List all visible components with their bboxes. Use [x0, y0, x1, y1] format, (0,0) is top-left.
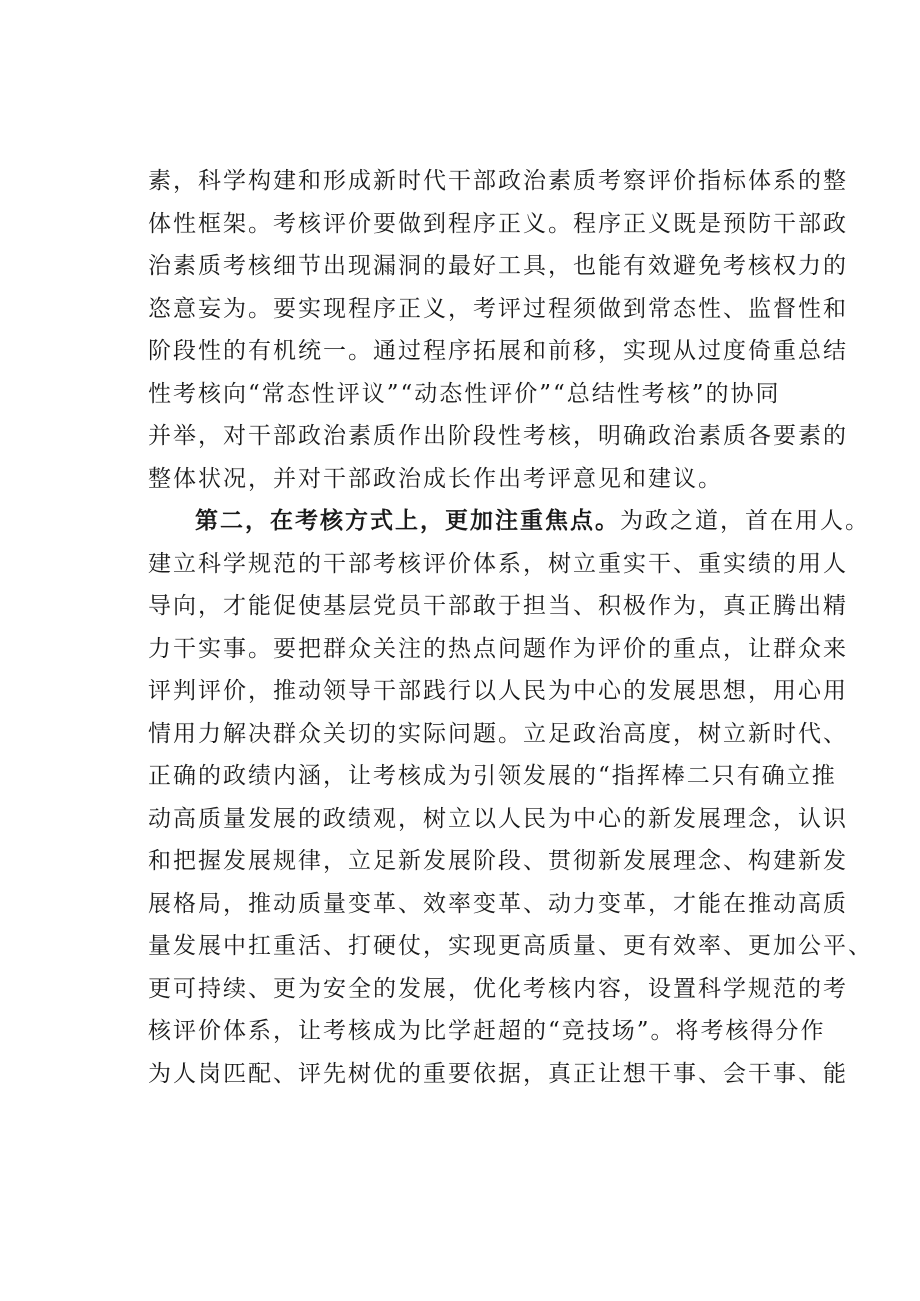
paragraph-line: 情用力解决群众关切的实际问题。立足政治高度，树立新时代、 [148, 720, 848, 747]
paragraph-first-line [148, 500, 870, 543]
paragraph-line: 建立科学规范的干部考核评价体系，树立重实干、重实绩的用人 [148, 550, 848, 577]
paragraph-line: 量发展中扛重活、打硬仗，实现更高质量、更有效率、更加公平、 [148, 933, 873, 959]
paragraph-line: 动高质量发展的政绩观，树立以人民为中心的新发展理念，认识 [148, 805, 848, 832]
paragraph-line: 阶段性的有机统一。通过程序拓展和前移，实现从过度倚重总结 [148, 338, 848, 364]
paragraph-line: 恣意妄为。要实现程序正义，考评过程须做到常态性、监督性和 [148, 295, 848, 322]
paragraph-line: 性考核向“常态性评议”“动态性评价”“总结性考核”的协同 [148, 380, 781, 407]
paragraph-text: 为政之道，首在用人。 [620, 508, 870, 534]
paragraph-line: 素，科学构建和形成新时代干部政治素质考察评价指标体系的整 [148, 168, 848, 194]
paragraph-line: 为人岗匹配、评先树优的重要依据，真正让想干事、会干事、能 [148, 1060, 848, 1087]
section-heading: 第二，在考核方式上，更加注重焦点。 [195, 507, 620, 534]
paragraph-line: 整体状况，并对干部政治成长作出考评意见和建议。 [148, 465, 723, 492]
paragraph-line: 评判评价，推动领导干部践行以人民为中心的发展思想，用心用 [148, 678, 848, 704]
paragraph-1 [148, 160, 848, 500]
paragraph-line: 和把握发展规律，立足新发展阶段、贯彻新发展理念、构建新发 [148, 848, 848, 874]
paragraph-line: 治素质考核细节出现漏洞的最好工具，也能有效避免考核权力的 [148, 253, 848, 279]
paragraph-line: 体性框架。考核评价要做到程序正义。程序正义既是预防干部政 [148, 210, 848, 237]
paragraph-line: 更可持续、更为安全的发展，优化考核内容，设置科学规范的考 [148, 975, 848, 1002]
paragraph-line: 并举，对干部政治素质作出阶段性考核，明确政治素质各要素的 [148, 423, 848, 449]
paragraph-2 [148, 500, 873, 1095]
document-body [148, 160, 873, 1095]
paragraph-line: 导向，才能促使基层党员干部敢于担当、积极作为，真正腾出精 [148, 593, 848, 619]
paragraph-line: 正确的政绩内涵，让考核成为引领发展的“指挥棒二只有确立推 [148, 763, 837, 789]
paragraph-line: 展格局，推动质量变革、效率变革、动力变革，才能在推动高质 [148, 890, 848, 917]
paragraph-line: 核评价体系，让考核成为比学赶超的“竞技场”。将考核得分作 [148, 1018, 826, 1044]
paragraph-line: 力干实事。要把群众关注的热点问题作为评价的重点，让群众来 [148, 635, 848, 662]
